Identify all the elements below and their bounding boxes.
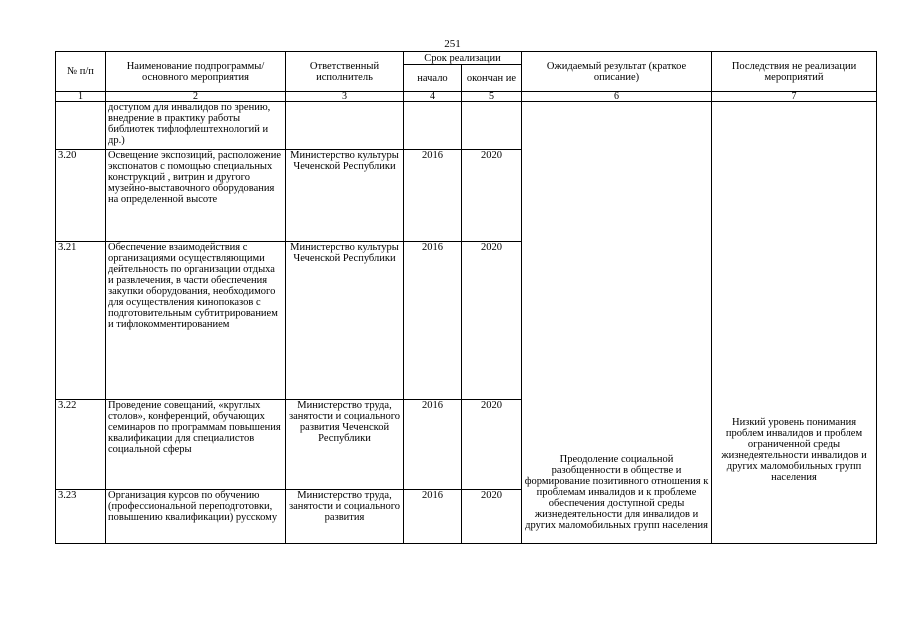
header-result: Ожидаемый результат (краткое описание) (522, 52, 712, 92)
row-executor: Министерство культуры Чеченской Республики (286, 150, 404, 242)
header-period: Срок реализации (404, 52, 522, 65)
measures-table (55, 51, 877, 544)
column-number: 5 (462, 92, 522, 102)
column-number: 4 (404, 92, 462, 102)
row-num (56, 102, 106, 150)
row-num: 3.22 (56, 400, 106, 490)
row-end: 2020 (462, 490, 522, 544)
row-name: Проведение совещаний, «круглых столов», конференций, обучающих семинаров по программам повышения квалификации для специалистов социальной сферы (106, 400, 286, 490)
row-start: 2016 (404, 242, 462, 400)
row-end: 2020 (462, 150, 522, 242)
row-start (404, 102, 462, 150)
consequences-cell: Низкий уровень понимания проблем инвалидов и проблем ограниченной среды жизнедеятельности инвалидов и других маломобильных групп населения (712, 102, 877, 544)
row-num: 3.23 (56, 490, 106, 544)
header-name: Наименование подпрограммы/ основного мероприятия (106, 52, 286, 92)
header-row (56, 52, 877, 65)
table-row (56, 102, 877, 150)
header-num: № п/п (56, 52, 106, 92)
row-num: 3.20 (56, 150, 106, 242)
expected-result-cell: Преодоление социальной разобщенности в обществе и формирование позитивного отношения к проблемам инвалидов и к проблеме обеспечения доступной среды жизнедеятельности для инвалидов и других маломобильных групп населения (522, 102, 712, 544)
header-consequences: Последствия не реализации мероприятий (712, 52, 877, 92)
row-name: доступом для инвалидов по зрению, внедрение в практику работы библиотек тифлофлештехнологий и др.) (106, 102, 286, 150)
row-end: 2020 (462, 400, 522, 490)
row-name: Обеспечение взаимодействия с организациями осуществляющими дейтельность по организации отдыха и развлечения, в части обеспечения закупки оборудования, необходимого для осуществления кинопоказов с подготовительным субтитрированием и тифлокомментированием (106, 242, 286, 400)
header-start: начало (404, 65, 462, 92)
column-number: 7 (712, 92, 877, 102)
row-start: 2016 (404, 150, 462, 242)
row-name: Освещение экспозиций, расположение экспонатов с помощью специальных конструкций , витрин и другого музейно-выставочного оборудования на определенной высоте (106, 150, 286, 242)
column-number: 1 (56, 92, 106, 102)
row-executor: Министерство труда, занятости и социального развития (286, 490, 404, 544)
header-executor: Ответственный исполнитель (286, 52, 404, 92)
row-start: 2016 (404, 490, 462, 544)
row-name: Организация курсов по обучению (профессиональной переподготовки, повышению квалификации) русскому (106, 490, 286, 544)
column-number: 2 (106, 92, 286, 102)
column-number: 3 (286, 92, 404, 102)
row-start: 2016 (404, 400, 462, 490)
row-executor: Министерство труда, занятости и социального развития Чеченской Республики (286, 400, 404, 490)
column-number-row (56, 92, 877, 102)
row-num: 3.21 (56, 242, 106, 400)
row-end (462, 102, 522, 150)
page-number: 251 (444, 38, 461, 50)
column-number: 6 (522, 92, 712, 102)
row-executor: Министерство культуры Чеченской Республики (286, 242, 404, 400)
row-end: 2020 (462, 242, 522, 400)
header-end: окончан ие (462, 65, 522, 92)
row-executor (286, 102, 404, 150)
